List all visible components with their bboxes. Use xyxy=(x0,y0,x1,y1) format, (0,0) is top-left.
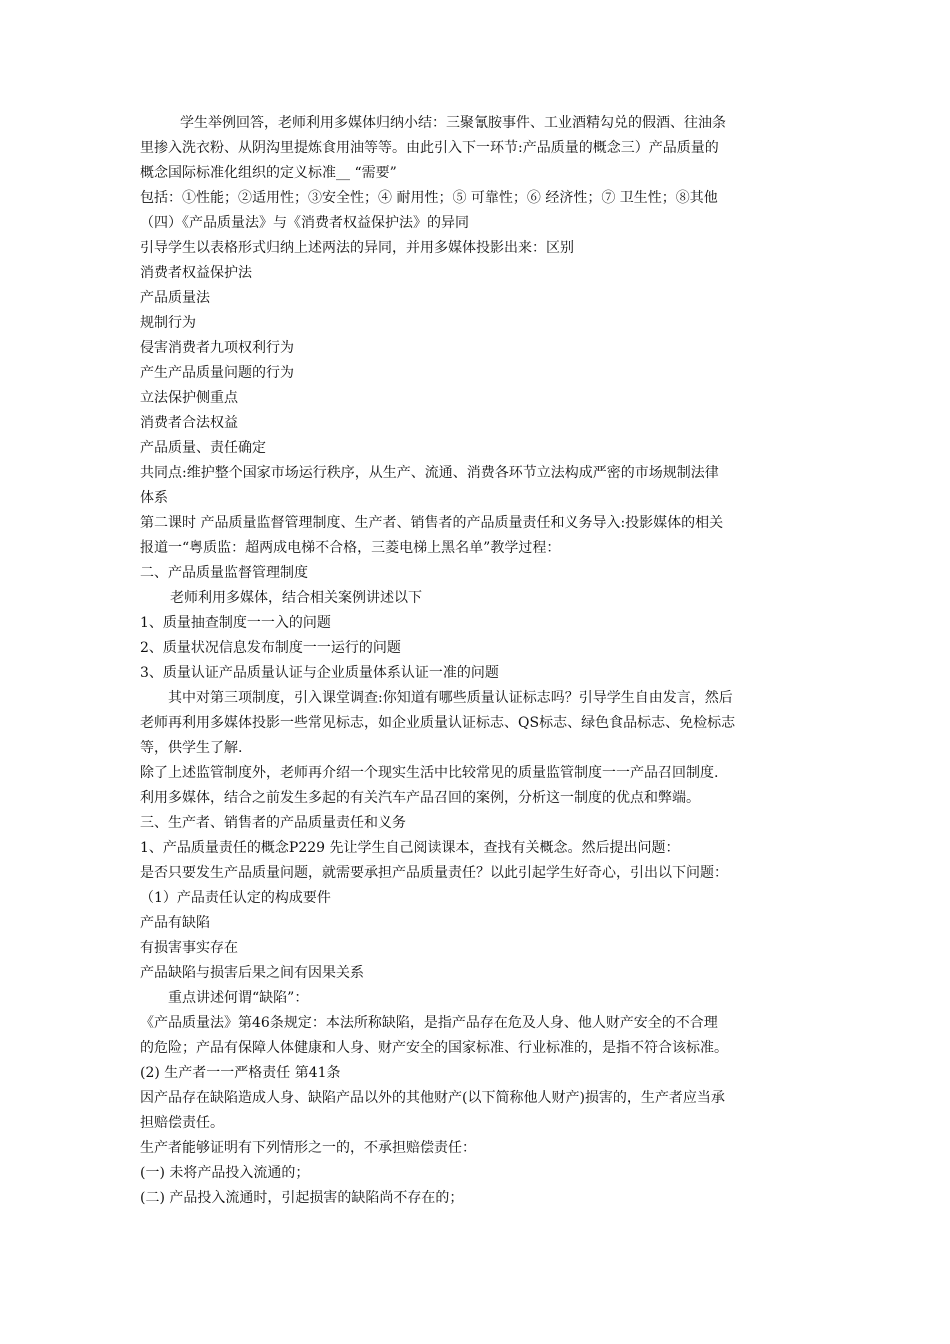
text-line: 规制行为 xyxy=(140,315,196,331)
text-line: 三、生产者、销售者的产品质量责任和义务 xyxy=(140,815,406,831)
text-line: 1、质量抽查制度一一入的问题 xyxy=(140,615,331,631)
text-line: 侵害消费者九项权利行为 xyxy=(140,340,294,356)
text-line: 除了上述监管制度外，老师再介绍一个现实生活中比较常见的质量监管制度一一产品召回制度. xyxy=(140,765,719,781)
text-line: （四）《产品质量法》与《消费者权益保护法》的异同 xyxy=(140,215,469,231)
text-line: 老师利用多媒体，结合相关案例讲述以下 xyxy=(170,590,422,606)
text-line: 二、产品质量监督管理制度 xyxy=(140,565,308,581)
text-line: (2) 生产者一一严格责任 第41条 xyxy=(140,1065,341,1081)
text-line: 老师再利用多媒体投影一些常见标志，如企业质量认证标志、QS标志、绿色食品标志、免检标志 xyxy=(140,715,736,731)
text-line: 里掺入洗衣粉、从阴沟里提炼食用油等等。由此引入下一环节:产品质量的概念三）产品质量的 xyxy=(140,140,719,156)
text-line: 包括：①性能；②适用性；③安全性；④ 耐用性；⑤ 可靠性；⑥ 经济性；⑦ 卫生性；⑧其他 xyxy=(140,190,718,206)
text-line: 1、产品质量责任的概念P229 先让学生自己阅读课本，查找有关概念。然后提出问题： xyxy=(140,840,680,856)
document-body xyxy=(140,111,815,1211)
text-line: 产品质量法 xyxy=(140,290,210,306)
text-line: 产品质量、责任确定 xyxy=(140,440,266,456)
text-line: 《产品质量法》第46条规定：本法所称缺陷，是指产品存在危及人身、他人财产安全的不合理 xyxy=(140,1015,718,1031)
text-line: 等，供学生了解. xyxy=(140,740,243,756)
text-line: 是否只要发生产品质量问题，就需要承担产品质量责任？以此引起学生好奇心，引出以下问题： xyxy=(140,865,728,881)
text-line: 学生举例回答，老师利用多媒体归纳小结：三聚氰胺事件、工业酒精勾兑的假酒、往油条 xyxy=(180,115,726,131)
text-line: 产品缺陷与损害后果之间有因果关系 xyxy=(140,965,364,981)
text-line: （1）产品责任认定的构成要件 xyxy=(140,890,331,906)
text-line: 3、质量认证产品质量认证与企业质量体系认证一准的问题 xyxy=(140,665,499,681)
text-line: 概念国际标准化组织的定义标准__ “需要” xyxy=(140,165,397,181)
text-line: 消费者合法权益 xyxy=(140,415,238,431)
text-line: 其中对第三项制度，引入课堂调查:你知道有哪些质量认证标志吗？引导学生自由发言，然后 xyxy=(168,690,733,706)
text-line: (一) 未将产品投入流通的； xyxy=(140,1165,310,1181)
text-line: 生产者能够证明有下列情形之一的，不承担赔偿责任： xyxy=(140,1140,476,1156)
text-line: 体系 xyxy=(140,490,168,506)
text-line: 2、质量状况信息发布制度一一运行的问题 xyxy=(140,640,401,656)
text-line: 报道一“粤质监：超两成电梯不合格，三菱电梯上黑名单”教学过程： xyxy=(140,540,561,556)
text-line: 重点讲述何谓“缺陷”： xyxy=(168,990,309,1006)
text-line: 产品有缺陷 xyxy=(140,915,210,931)
text-line: 共同点:维护整个国家市场运行秩序，从生产、流通、消费各环节立法构成严密的市场规制法律 xyxy=(140,465,719,481)
text-line: 立法保护侧重点 xyxy=(140,390,238,406)
text-line: (二) 产品投入流通时，引起损害的缺陷尚不存在的； xyxy=(140,1190,464,1206)
text-line: 因产品存在缺陷造成人身、缺陷产品以外的其他财产(以下简称他人财产)损害的，生产者应当承 xyxy=(140,1090,725,1106)
text-line: 第二课时 产品质量监督管理制度、生产者、销售者的产品质量责任和义务导入:投影媒体的相关 xyxy=(140,515,724,531)
text-line: 利用多媒体，结合之前发生多起的有关汽车产品召回的案例，分析这一制度的优点和弊端。 xyxy=(140,790,700,806)
text-line: 的危险；产品有保障人体健康和人身、财产安全的国家标准、行业标准的，是指不符合该标准。 xyxy=(140,1040,728,1056)
text-line: 有损害事实存在 xyxy=(140,940,238,956)
text-line: 担赔偿责任。 xyxy=(140,1115,224,1131)
text-line: 消费者权益保护法 xyxy=(140,265,252,281)
text-line: 产生产品质量问题的行为 xyxy=(140,365,294,381)
text-line: 引导学生以表格形式归纳上述两法的异同，并用多媒体投影出来：区别 xyxy=(140,240,574,256)
